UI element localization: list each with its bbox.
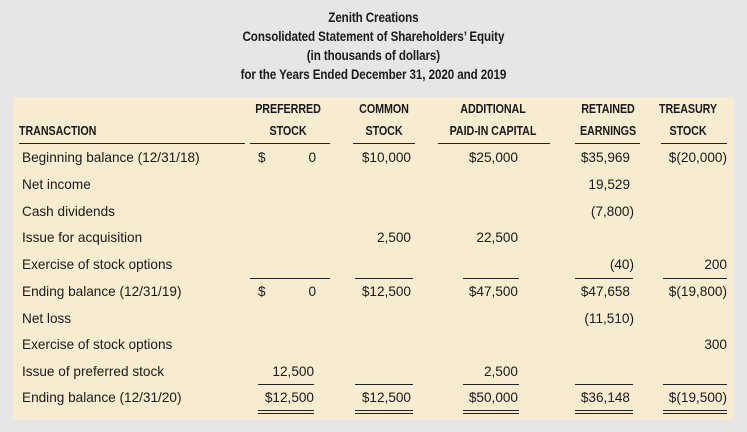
row-0-preferred-value: 0	[308, 150, 316, 165]
retained-earnings-column-header	[565, 98, 651, 142]
treasury-header-rule	[661, 143, 727, 144]
row-6-retained-value: (11,510)	[584, 311, 634, 326]
row-5-common-value: $12,500	[361, 284, 411, 299]
apic-double-rule-bottom	[463, 413, 519, 414]
treasury-header-line2: STOCK	[669, 124, 707, 138]
row-9-common-value: $12,500	[361, 390, 411, 405]
row-5-apic-value: $47,500	[468, 284, 518, 299]
treasury-double-rule-bottom	[663, 413, 727, 414]
preferred-header-line2: STOCK	[269, 124, 307, 138]
row-5-treasury-value: $(19,800)	[668, 284, 727, 299]
row-5-preferred-dollar-sign: $	[258, 284, 266, 299]
apic-header-line2: PAID-IN CAPITAL	[449, 124, 537, 138]
retained-subtotal-rule	[575, 278, 633, 279]
row-8-preferred-value: 12,500	[272, 364, 314, 379]
row-label-net-income: Net income	[22, 177, 91, 192]
common-double-rule-top	[355, 410, 413, 411]
preferred-header-rule	[250, 143, 330, 144]
row-0-retained-value: $35,969	[580, 150, 630, 165]
common-total-rule	[355, 384, 413, 385]
statement-period: for the Years Ended December 31, 2020 and 2019	[240, 67, 507, 82]
row-4-treasury-value: 200	[704, 257, 727, 272]
preferred-double-rule-bottom	[258, 413, 314, 414]
preferred-subtotal-rule	[250, 278, 330, 279]
apic-header-rule	[438, 143, 550, 144]
apic-double-rule-top	[463, 410, 519, 411]
retained-header-rule	[575, 143, 640, 144]
row-label-issue-of-preferred-stock: Issue of preferred stock	[22, 364, 165, 379]
company-name: Zenith Creations	[328, 10, 419, 25]
row-9-preferred-value: $12,500	[264, 390, 314, 405]
row-4-retained-value: (40)	[609, 257, 634, 272]
row-5-retained-value: $47,658	[580, 284, 630, 299]
row-1-retained-value: 19,529	[588, 177, 630, 192]
treasury-stock-column-header	[645, 98, 731, 142]
row-label-exercise-of-stock-options-2020: Exercise of stock options	[22, 337, 173, 352]
transaction-column-header: TRANSACTION	[19, 124, 97, 138]
row-0-apic-value: $25,000	[468, 150, 518, 165]
retained-header-line1: RETAINED	[581, 102, 635, 116]
row-label-cash-dividends: Cash dividends	[22, 204, 115, 219]
row-7-treasury-value: 300	[704, 337, 727, 352]
retained-double-rule-top	[575, 410, 633, 411]
common-header-line1: COMMON	[359, 102, 409, 116]
apic-total-rule	[463, 384, 519, 385]
statement-units: (in thousands of dollars)	[306, 48, 441, 63]
treasury-total-rule	[663, 384, 727, 385]
transaction-header-rule	[19, 143, 245, 144]
preferred-stock-column-header	[245, 98, 331, 142]
common-header-rule	[353, 143, 415, 144]
common-header-line2: STOCK	[365, 124, 403, 138]
row-9-apic-value: $50,000	[468, 390, 518, 405]
apic-column-header	[429, 98, 558, 142]
statement-title: Consolidated Statement of Shareholders’ Equity	[242, 29, 505, 44]
row-9-treasury-value: $(19,500)	[668, 390, 727, 405]
apic-header-line1: ADDITIONAL	[460, 102, 526, 116]
common-stock-column-header	[341, 98, 427, 142]
row-label-ending-balance-2020: Ending balance (12/31/20)	[22, 390, 182, 405]
retained-header-line2: EARNINGS	[579, 124, 637, 138]
preferred-double-rule-top	[258, 410, 314, 411]
row-3-common-value: 2,500	[376, 230, 411, 245]
row-5-preferred-value: 0	[308, 284, 316, 299]
retained-double-rule-bottom	[575, 413, 633, 414]
row-label-exercise-of-stock-options-2019: Exercise of stock options	[22, 257, 173, 272]
preferred-header-line1: PREFERRED	[255, 102, 321, 116]
row-3-apic-value: 22,500	[476, 230, 518, 245]
preferred-total-rule	[258, 384, 314, 385]
row-label-issue-for-acquisition: Issue for acquisition	[22, 230, 143, 245]
apic-subtotal-rule	[463, 278, 519, 279]
treasury-double-rule-top	[663, 410, 727, 411]
retained-total-rule	[575, 384, 633, 385]
treasury-header-line1: TREASURY	[658, 102, 718, 116]
row-label-net-loss: Net loss	[22, 311, 72, 326]
treasury-subtotal-rule	[663, 278, 727, 279]
row-0-common-value: $10,000	[361, 150, 411, 165]
statement-header	[52, 8, 694, 84]
row-8-apic-value: 2,500	[483, 364, 518, 379]
row-label-ending-balance-2019: Ending balance (12/31/19)	[22, 284, 182, 299]
row-9-retained-value: $36,148	[580, 390, 630, 405]
row-0-treasury-value: $(20,000)	[668, 150, 727, 165]
row-label-beginning-balance: Beginning balance (12/31/18)	[22, 150, 200, 165]
common-subtotal-rule	[355, 278, 413, 279]
row-0-preferred-dollar-sign: $	[258, 150, 266, 165]
common-double-rule-bottom	[355, 413, 413, 414]
row-2-retained-value: (7,800)	[590, 204, 634, 219]
